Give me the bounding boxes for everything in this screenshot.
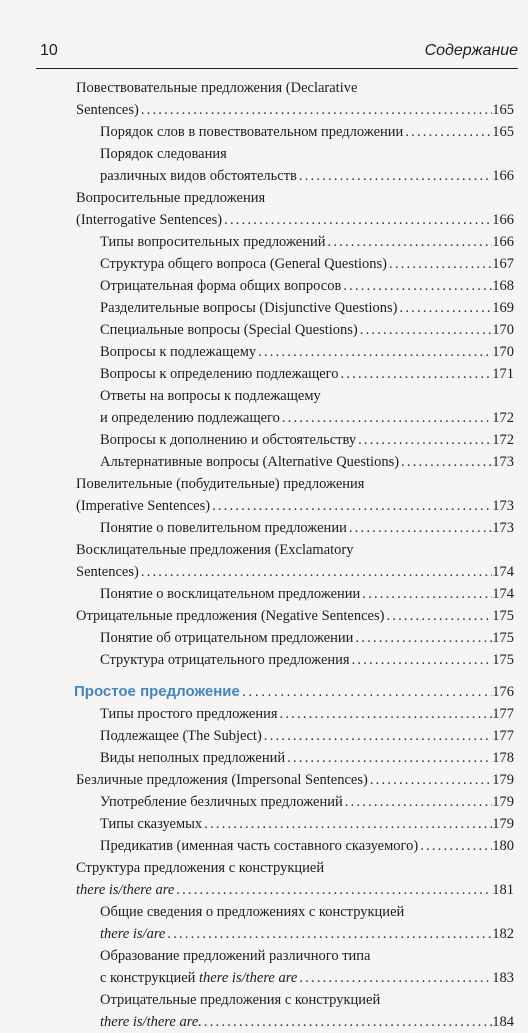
- toc-page-number: 170: [492, 344, 514, 360]
- dot-leader: [262, 725, 492, 747]
- toc-page-number: 166: [492, 168, 514, 184]
- toc-entry-text: [100, 725, 262, 747]
- dot-leader: [384, 605, 492, 627]
- toc-page-number: 175: [492, 652, 514, 668]
- dot-leader: [210, 495, 492, 517]
- toc-page-number: 179: [492, 794, 514, 810]
- toc-entry-title: (Interrogative Sentences): [76, 212, 223, 228]
- toc-entry[interactable]: [0, 385, 528, 429]
- dot-leader: [278, 703, 493, 725]
- toc-page-number: 175: [492, 630, 514, 646]
- dot-leader: [256, 341, 492, 363]
- toc-page-number: 179: [492, 772, 514, 788]
- toc-entry-title: Предикатив (именная часть составного сказуемого): [100, 838, 419, 854]
- toc-entry-title: Порядок слов в повествовательном предложении: [100, 124, 404, 140]
- toc-entry-text: [100, 429, 356, 451]
- toc-page-number: 165: [492, 124, 514, 140]
- toc-entry[interactable]: [0, 275, 528, 297]
- dot-leader: [165, 923, 492, 945]
- toc-entry[interactable]: [0, 945, 528, 989]
- dot-leader: [285, 747, 492, 769]
- toc-entry[interactable]: [0, 341, 528, 363]
- toc-page-number: 183: [492, 970, 514, 986]
- toc-entry-text: [76, 769, 368, 791]
- toc-entry[interactable]: [0, 451, 528, 473]
- toc-entry[interactable]: [0, 297, 528, 319]
- dot-leader: [418, 835, 492, 857]
- toc-entry[interactable]: [0, 747, 528, 769]
- toc-entry-text: [100, 1011, 202, 1033]
- dot-leader: [399, 451, 492, 473]
- toc-entry-text: [100, 583, 360, 605]
- toc-entry[interactable]: [0, 363, 528, 385]
- toc-entry-text: Порядок следования: [100, 146, 227, 162]
- dot-leader: [222, 209, 492, 231]
- dot-leader: [139, 561, 492, 583]
- toc-entry[interactable]: [0, 517, 528, 539]
- toc-entry-text: [100, 451, 399, 473]
- toc-page-number: 182: [492, 926, 514, 942]
- toc-page-number: 173: [492, 520, 514, 536]
- toc-entry-text: Общие сведения о предложениях с конструкцией: [100, 904, 405, 920]
- toc-page-number: 166: [492, 234, 514, 250]
- toc-entry-title: Простое предложение: [74, 683, 240, 700]
- toc-page-number: 173: [492, 454, 514, 470]
- dot-leader: [368, 769, 492, 791]
- toc-entry-text: Повествовательные предложения (Declarative: [76, 80, 358, 96]
- toc-entry-text: [76, 879, 174, 901]
- toc-page-number: 180: [492, 838, 514, 854]
- dot-leader: [341, 275, 492, 297]
- toc-entry-title: Понятие о восклицательном предложении: [100, 586, 361, 602]
- toc-entry[interactable]: [0, 121, 528, 143]
- toc-entry-title: Отрицательная форма общих вопросов: [100, 278, 342, 294]
- dot-leader: [174, 879, 492, 901]
- dot-leader: [339, 363, 493, 385]
- toc-entry-text: [76, 495, 210, 517]
- toc-page-number: 176: [492, 684, 514, 700]
- toc-entry-title: Sentences): [76, 102, 139, 118]
- toc-entry-text: [76, 209, 222, 231]
- toc-entry-text: Структура предложения с конструкцией: [76, 860, 325, 876]
- toc-page-number: 181: [492, 882, 514, 898]
- toc-entry-text: [100, 747, 285, 769]
- toc-entry-title: Специальные вопросы (Special Questions): [100, 322, 358, 338]
- toc-entry-text: Вопросительные предложения: [76, 190, 266, 206]
- toc-entry-title: Альтернативные вопросы (Alternative Questions): [100, 454, 400, 470]
- toc-entry-text: [100, 649, 350, 671]
- toc-entry-text: [100, 703, 278, 725]
- toc-entry-title: Структура отрицательного предложения: [100, 652, 350, 668]
- dot-leader: [202, 1011, 492, 1033]
- toc-entry-title: Типы простого предложения: [100, 706, 278, 722]
- toc-section-heading[interactable]: [0, 681, 528, 703]
- toc-entry-text: [100, 407, 280, 429]
- dot-leader: [387, 253, 492, 275]
- toc-entry-text: [100, 165, 297, 187]
- toc-page-number: 179: [492, 816, 514, 832]
- toc-page-number: 178: [492, 750, 514, 766]
- toc-page-number: 168: [492, 278, 514, 294]
- toc-entry-title: there is/there are: [76, 882, 175, 898]
- dot-leader: [280, 407, 492, 429]
- toc-page-number: 177: [492, 706, 514, 722]
- toc-entry-text: Восклицательные предложения (Exclamatory: [76, 542, 354, 558]
- toc-page-number: 173: [492, 498, 514, 514]
- toc-page-number: 167: [492, 256, 514, 272]
- toc-entry-text: [76, 605, 384, 627]
- toc-entry[interactable]: [0, 835, 528, 857]
- toc-entry-title: Вопросы к подлежащему: [100, 344, 257, 360]
- toc-entry-text: [100, 627, 353, 649]
- toc-entry[interactable]: [0, 473, 528, 517]
- toc-entry-text: Ответы на вопросы к подлежащему: [100, 388, 321, 404]
- dot-leader: [358, 319, 493, 341]
- dot-leader: [403, 121, 492, 143]
- toc-entry-title: Структура общего вопроса (General Questions): [100, 256, 388, 272]
- toc-entry-title: Безличные предложения (Impersonal Sentences): [76, 772, 368, 788]
- toc-entry-text: [76, 99, 139, 121]
- toc-entry[interactable]: [0, 319, 528, 341]
- toc-entry-text: [100, 363, 339, 385]
- toc-entry-title: и определению подлежащего: [100, 410, 280, 426]
- page-header: [40, 38, 518, 64]
- toc-entry-text: [100, 813, 202, 835]
- toc-entry-text: [100, 121, 403, 143]
- toc-page-number: 170: [492, 322, 514, 338]
- toc-page-number: 177: [492, 728, 514, 744]
- toc-entry-text: [100, 835, 418, 857]
- dot-leader: [326, 231, 493, 253]
- toc-entry-text: [74, 681, 240, 703]
- toc-entry-title: Вопросы к определению подлежащего: [100, 366, 339, 382]
- toc-entry[interactable]: [0, 253, 528, 275]
- toc-entry-text: [100, 319, 358, 341]
- dot-leader: [356, 429, 492, 451]
- toc-entry-text: [100, 297, 398, 319]
- toc-entry-text: [100, 791, 343, 813]
- toc-entry[interactable]: [0, 231, 528, 253]
- toc-entry-title: Понятие о повелительном предложении: [100, 520, 347, 536]
- section-gap: [0, 671, 528, 681]
- dot-leader: [398, 297, 493, 319]
- toc-entry-text: [100, 517, 347, 539]
- toc-entry-title: Разделительные вопросы (Disjunctive Questions): [100, 300, 398, 316]
- dot-leader: [139, 99, 492, 121]
- running-title: Содержание: [424, 42, 518, 59]
- toc-entry-title: there is/there are: [199, 970, 298, 986]
- toc-entry[interactable]: [0, 813, 528, 835]
- toc-entry-title: Типы вопросительных предложений: [100, 234, 326, 250]
- toc-entry-title: there is/there are.: [100, 1014, 202, 1030]
- header-rule: [36, 68, 518, 69]
- toc-entry-title: Виды неполных предложений: [100, 750, 286, 766]
- toc-entry-title: Подлежащее (The Subject): [100, 728, 262, 744]
- toc-entry[interactable]: [0, 989, 528, 1033]
- toc-entry-text: Образование предложений различного типа: [100, 948, 371, 964]
- toc-page-number: 171: [492, 366, 514, 382]
- toc-entry-title: there is/are: [100, 926, 166, 942]
- dot-leader: [350, 649, 493, 671]
- toc-entry-title: Sentences): [76, 564, 139, 580]
- toc-entry[interactable]: [0, 583, 528, 605]
- page-number: 10: [40, 42, 58, 59]
- toc-entry[interactable]: [0, 649, 528, 671]
- dot-leader: [240, 681, 492, 703]
- toc-entry-text: [100, 231, 326, 253]
- toc-entry-text: [100, 253, 387, 275]
- toc-entry-text: [76, 561, 139, 583]
- toc-page-number: 172: [492, 410, 514, 426]
- toc-entry[interactable]: [0, 725, 528, 747]
- toc-entry[interactable]: [0, 703, 528, 725]
- toc-entry[interactable]: [0, 77, 528, 121]
- toc-entry-title: Отрицательные предложения (Negative Sentences): [76, 608, 385, 624]
- toc-entry-text: Повелительные (побудительные) предложения: [76, 476, 365, 492]
- dot-leader: [297, 967, 492, 989]
- toc-entry[interactable]: [0, 791, 528, 813]
- toc-entry[interactable]: [0, 143, 528, 187]
- dot-leader: [353, 627, 492, 649]
- toc-entry[interactable]: [0, 769, 528, 791]
- toc-entry[interactable]: [0, 187, 528, 231]
- toc-entry[interactable]: [0, 901, 528, 945]
- toc-entry-title: Употребление безличных предложений: [100, 794, 343, 810]
- toc-page-number: 166: [492, 212, 514, 228]
- toc-entry[interactable]: [0, 605, 528, 627]
- toc-entry-title: различных видов обстоятельств: [100, 168, 297, 184]
- dot-leader: [347, 517, 492, 539]
- dot-leader: [343, 791, 492, 813]
- toc-entry-text: Отрицательные предложения с конструкцией: [100, 992, 381, 1008]
- toc-page-number: 169: [492, 300, 514, 316]
- toc-entry[interactable]: [0, 539, 528, 583]
- toc-entry[interactable]: [0, 627, 528, 649]
- toc-page-number: 165: [492, 102, 514, 118]
- toc-entry-text: [100, 923, 165, 945]
- toc-entry-title: Понятие об отрицательном предложении: [100, 630, 354, 646]
- dot-leader: [202, 813, 492, 835]
- toc-page-number: 184: [492, 1014, 514, 1030]
- dot-leader: [360, 583, 492, 605]
- dot-leader: [297, 165, 492, 187]
- toc-page-number: 175: [492, 608, 514, 624]
- toc-entry-prefix: с конструкцией: [100, 970, 200, 986]
- toc-entry-text: [100, 275, 341, 297]
- toc-page-number: 172: [492, 432, 514, 448]
- toc-page-number: 174: [492, 586, 514, 602]
- toc-entry-title: (Imperative Sentences): [76, 498, 211, 514]
- table-of-contents: [0, 77, 528, 1033]
- toc-entry-title: Вопросы к дополнению и обстоятельству: [100, 432, 357, 448]
- toc-entry[interactable]: [0, 429, 528, 451]
- toc-entry-text: [100, 341, 256, 363]
- toc-page-number: 174: [492, 564, 514, 580]
- toc-entry-text: [100, 967, 297, 989]
- toc-entry[interactable]: [0, 857, 528, 901]
- toc-entry-title: Типы сказуемых: [100, 816, 203, 832]
